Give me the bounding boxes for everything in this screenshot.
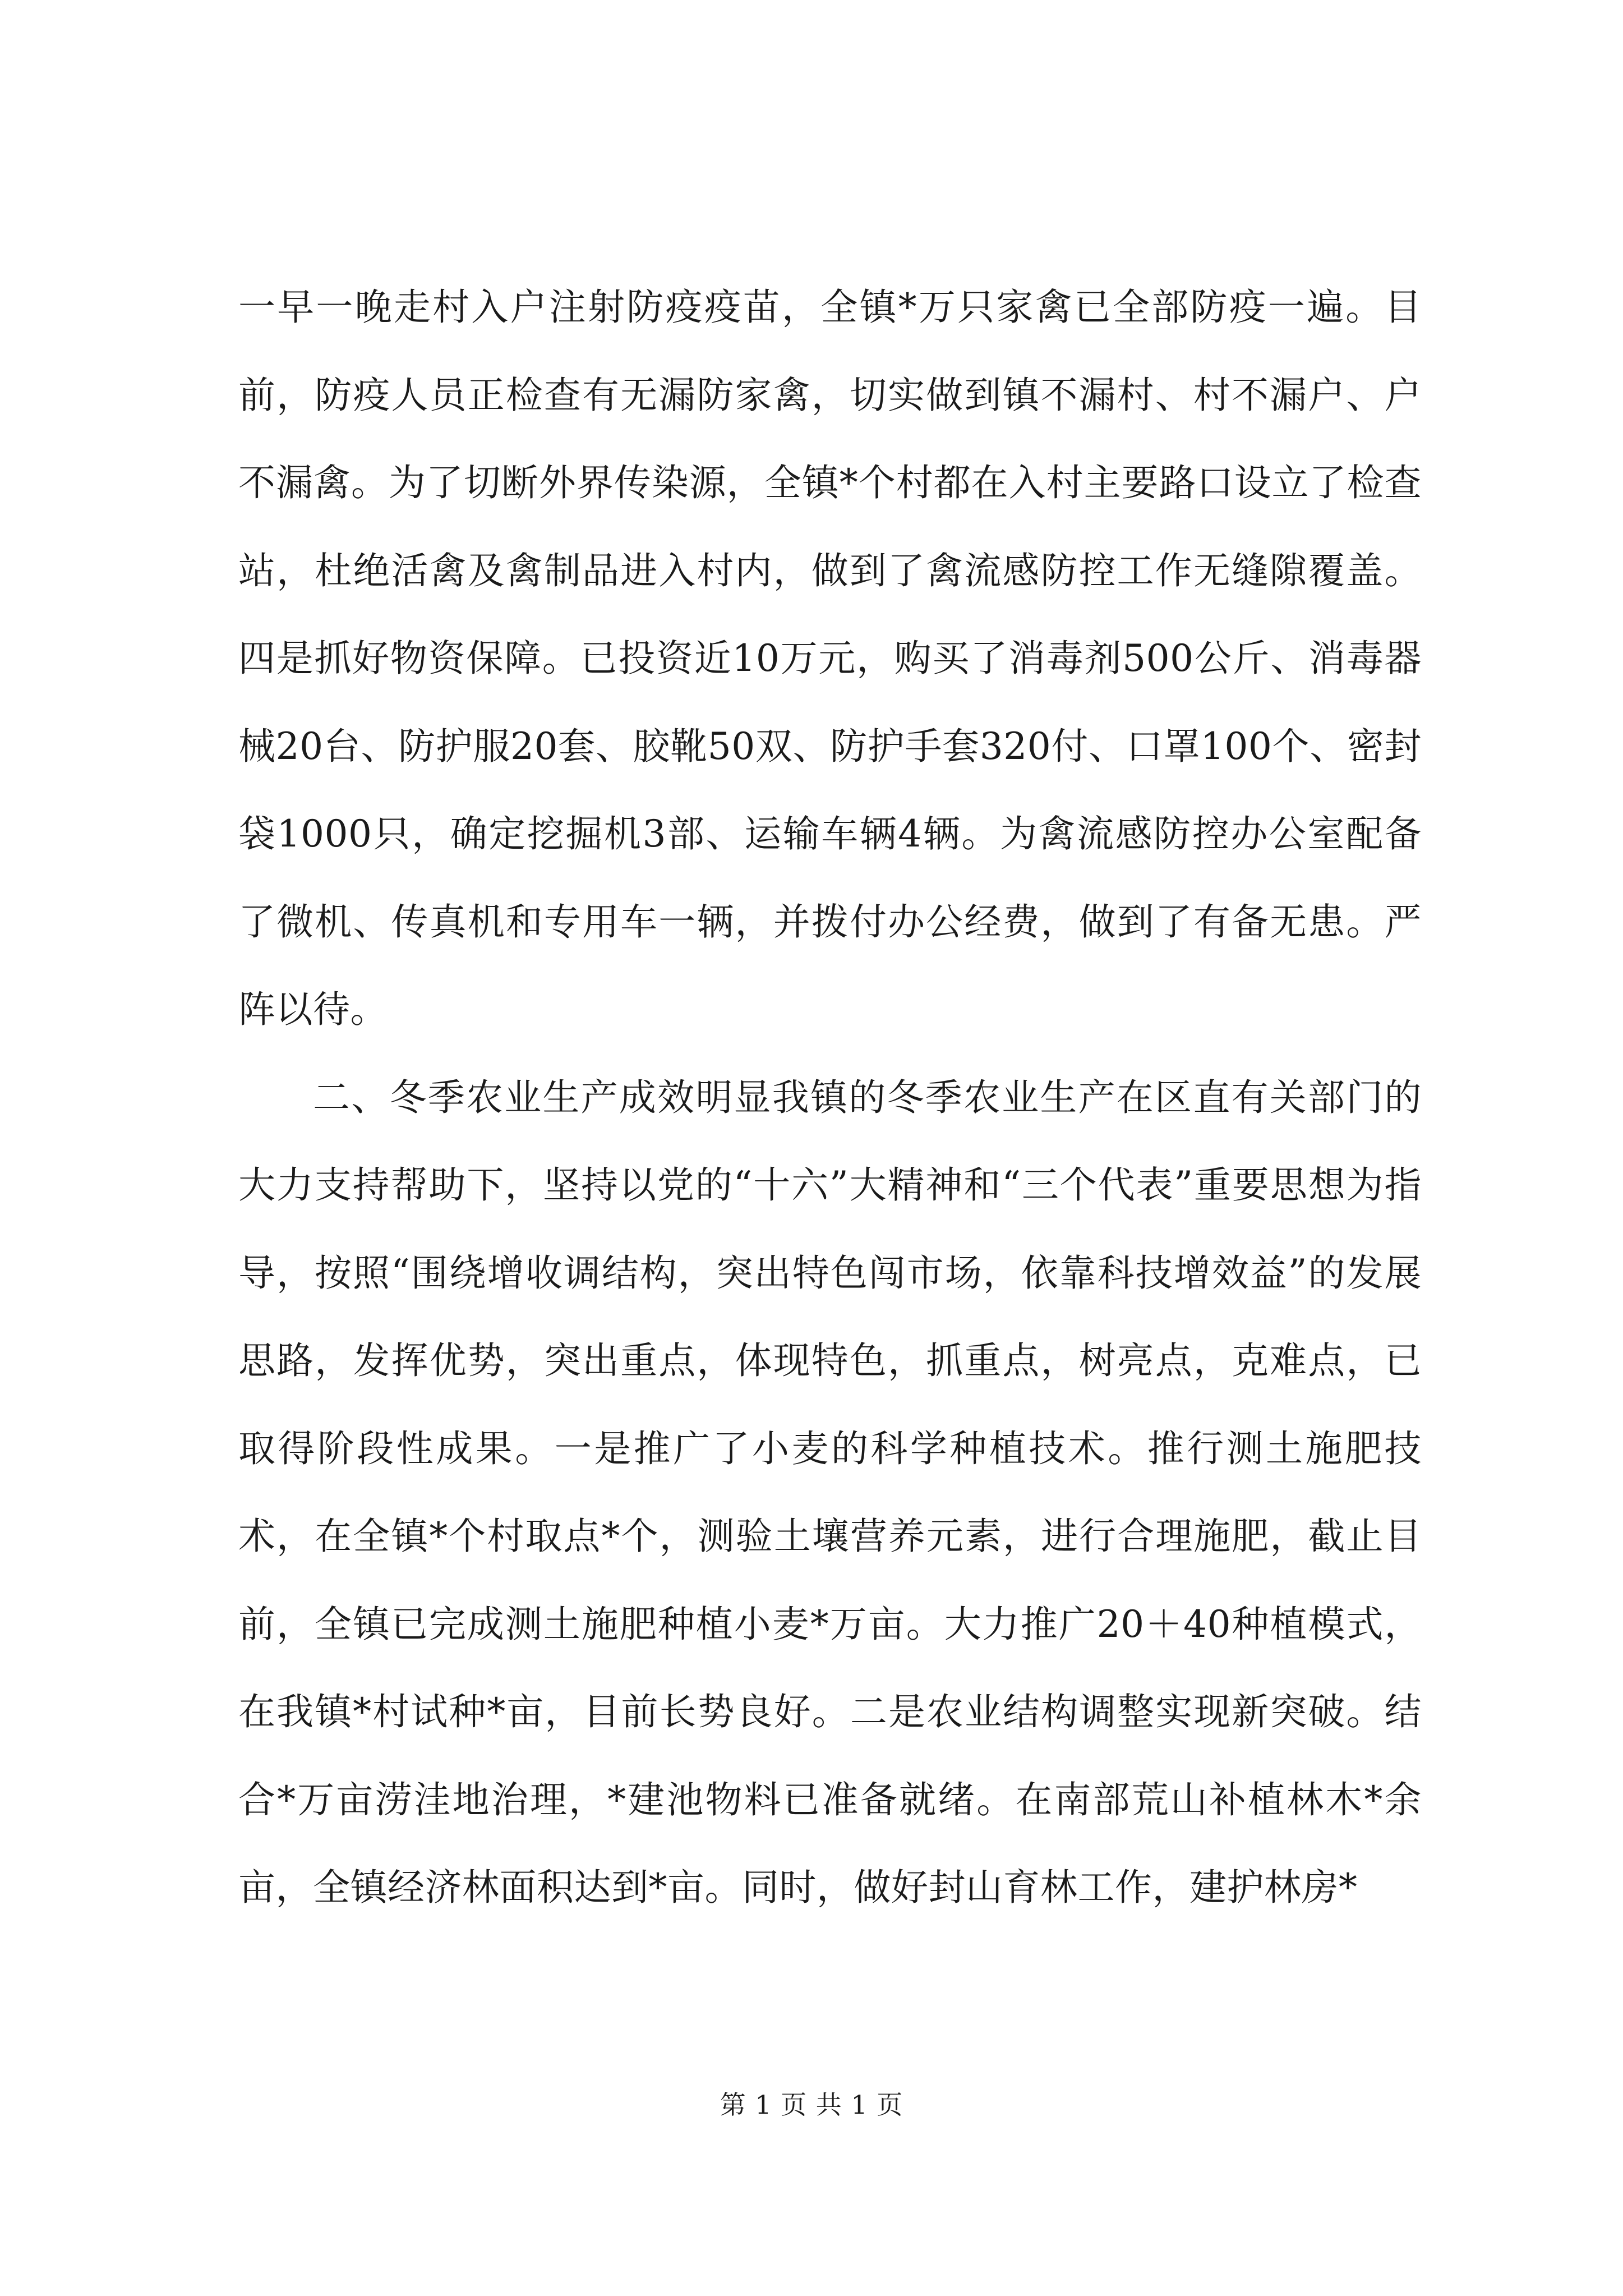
paragraph-2: 二、冬季农业生产成效明显我镇的冬季农业生产在区直有关部门的大力支持帮助下，坚持以党的“十六”大精神和“三个代表”重要思想为指导，按照“围绕增收调结构，突出特色闯市场，依靠科技增效益”的发展思路，发挥优势，突出重点，体现特色，抓重点，树亮点，克难点，已取得阶段性成果。一是推广了小麦的科学种植技术。推行测土施肥技术，在全镇*个村取点*个，测验土壤营养元素，进行合理施肥，截止目前，全镇已完成测土施肥种植小麦*万亩。大力推广20＋40种植模式，在我镇*村试种*亩，目前长势良好。二是农业结构调整实现新突破。结合*万亩涝洼地治理，*建池物料已准备就绪。在南部荒山补植林木*余亩，全镇经济林面积达到*亩。同时，做好封山育林工作，建护林房* — [238, 1075, 1422, 1909]
page-footer: 第 1 页 共 1 页 — [720, 2090, 903, 2120]
paragraph-1: 一早一晚走村入户注射防疫疫苗，全镇*万只家禽已全部防疫一遍。目前，防疫人员正检查有无漏防家禽，切实做到镇不漏村、村不漏户、户不漏禽。为了切断外界传染源，全镇*个村都在入村主要路口设立了检查站，杜绝活禽及禽制品进入村内，做到了禽流感防控工作无缝隙覆盖。四是抓好物资保障。已投资近10万元，购买了消毒剂500公斤、消毒器械20台、防护服20套、胶靴50双、防护手套320付、口罩100个、密封袋1000只，确定挖掘机3部、运输车辆4辆。为禽流感防控办公室配备了微机、传真机和专用车一辆，并拨付办公经费，做到了有备无患。严阵以待。 — [238, 286, 1422, 1031]
document-body — [238, 264, 1422, 1932]
